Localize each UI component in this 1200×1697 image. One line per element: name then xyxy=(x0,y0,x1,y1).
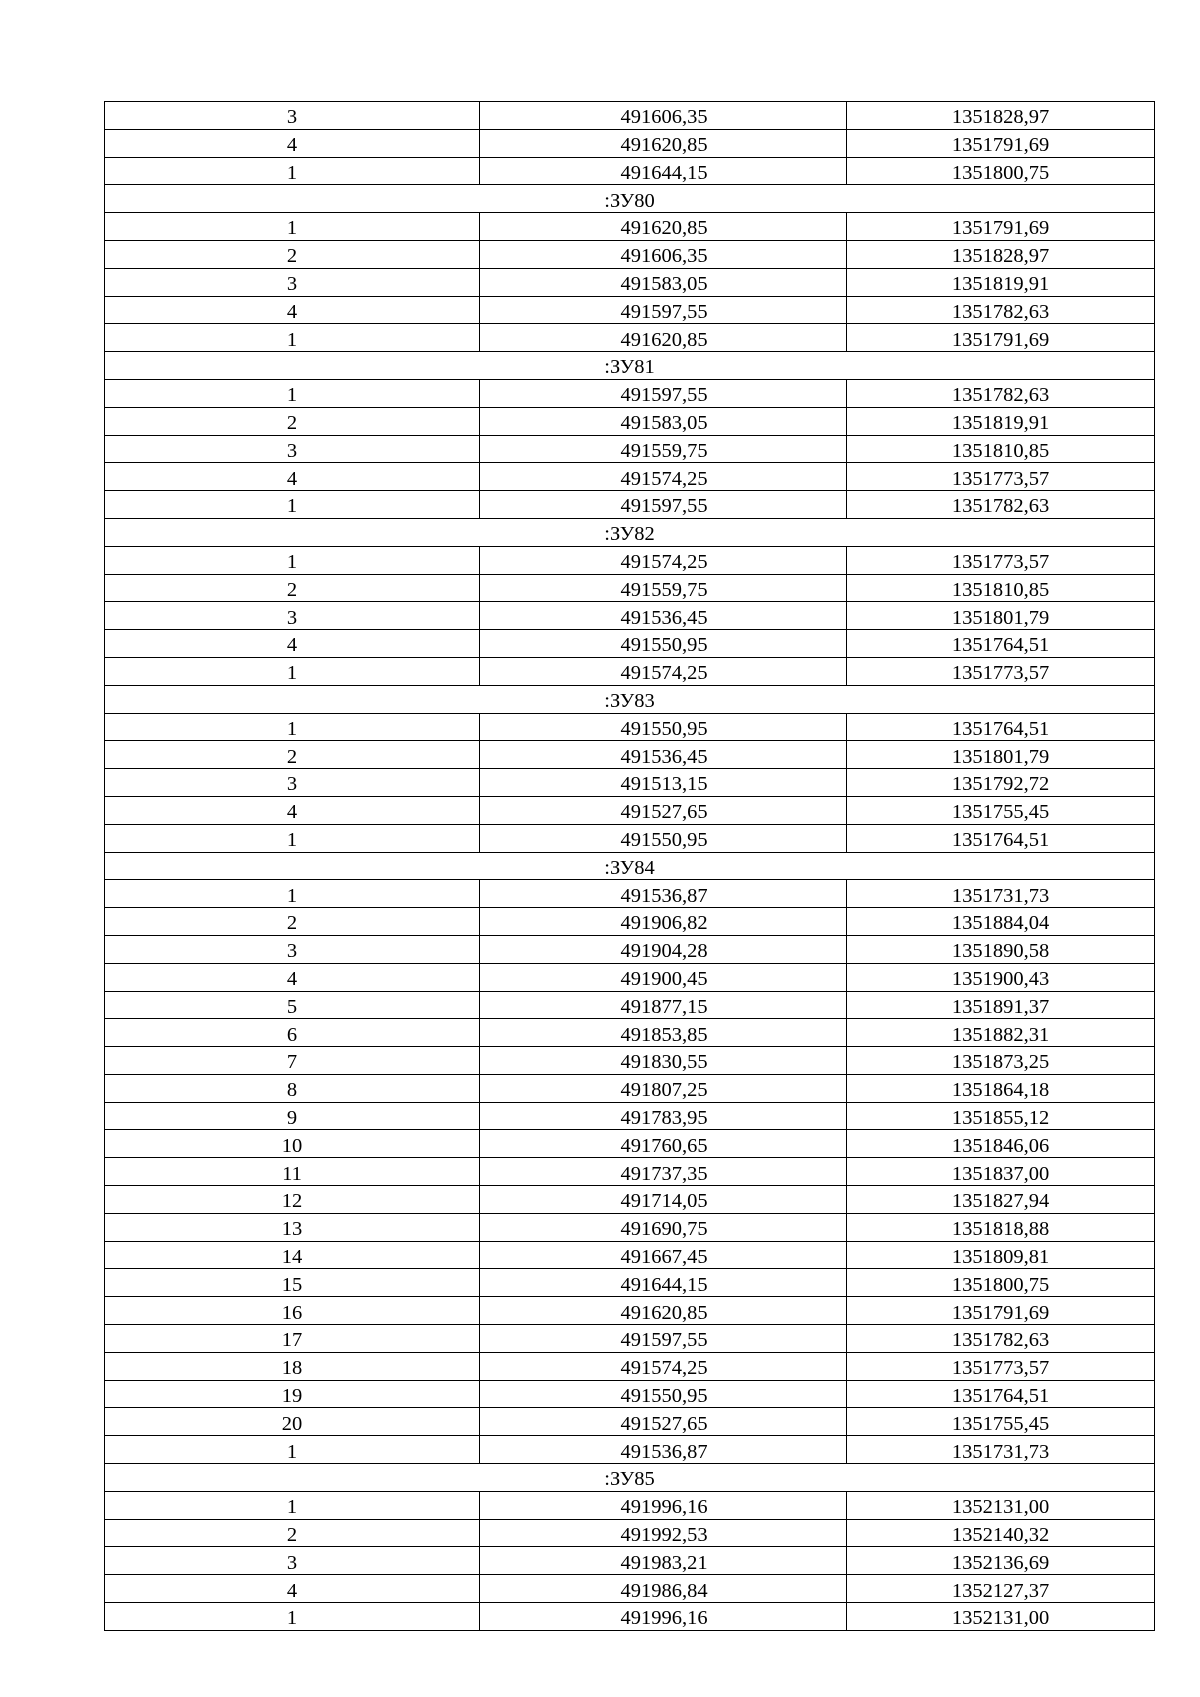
x-coordinate-cell: 491527,65 xyxy=(480,796,847,824)
table-row xyxy=(105,657,1155,685)
x-coordinate-cell: 491550,95 xyxy=(480,713,847,741)
point-number-cell: 13 xyxy=(105,1213,480,1241)
x-coordinate-cell: 491597,55 xyxy=(480,296,847,324)
table-row xyxy=(105,1297,1155,1325)
point-number-cell: 1 xyxy=(105,546,480,574)
x-coordinate-cell: 491644,15 xyxy=(480,1269,847,1297)
table-row xyxy=(105,1269,1155,1297)
section-row xyxy=(105,685,1155,713)
table-row xyxy=(105,630,1155,658)
x-coordinate-cell: 491620,85 xyxy=(480,1297,847,1325)
point-number-cell: 2 xyxy=(105,240,480,268)
table-row xyxy=(105,1491,1155,1519)
y-coordinate-cell: 1351773,57 xyxy=(847,657,1155,685)
table-row xyxy=(105,129,1155,157)
x-coordinate-cell: 491983,21 xyxy=(480,1547,847,1575)
x-coordinate-cell: 491536,45 xyxy=(480,741,847,769)
y-coordinate-cell: 1351782,63 xyxy=(847,491,1155,519)
table-row xyxy=(105,1436,1155,1464)
y-coordinate-cell: 1351764,51 xyxy=(847,1380,1155,1408)
section-row xyxy=(105,185,1155,213)
y-coordinate-cell: 1351791,69 xyxy=(847,213,1155,241)
x-coordinate-cell: 491667,45 xyxy=(480,1241,847,1269)
table-row xyxy=(105,1019,1155,1047)
x-coordinate-cell: 491574,25 xyxy=(480,1352,847,1380)
x-coordinate-cell: 491606,35 xyxy=(480,240,847,268)
table-row xyxy=(105,880,1155,908)
table-row xyxy=(105,991,1155,1019)
point-number-cell: 1 xyxy=(105,491,480,519)
y-coordinate-cell: 1351818,88 xyxy=(847,1213,1155,1241)
point-number-cell: 2 xyxy=(105,741,480,769)
point-number-cell: 4 xyxy=(105,129,480,157)
y-coordinate-cell: 1351801,79 xyxy=(847,602,1155,630)
x-coordinate-cell: 491996,16 xyxy=(480,1603,847,1631)
table-row xyxy=(105,157,1155,185)
x-coordinate-cell: 491620,85 xyxy=(480,129,847,157)
y-coordinate-cell: 1351764,51 xyxy=(847,713,1155,741)
table-row xyxy=(105,1547,1155,1575)
y-coordinate-cell: 1351837,00 xyxy=(847,1158,1155,1186)
y-coordinate-cell: 1351800,75 xyxy=(847,157,1155,185)
y-coordinate-cell: 1351846,06 xyxy=(847,1130,1155,1158)
section-row xyxy=(105,852,1155,880)
point-number-cell: 20 xyxy=(105,1408,480,1436)
point-number-cell: 1 xyxy=(105,213,480,241)
y-coordinate-cell: 1351800,75 xyxy=(847,1269,1155,1297)
table-row xyxy=(105,102,1155,130)
x-coordinate-cell: 491906,82 xyxy=(480,908,847,936)
point-number-cell: 4 xyxy=(105,963,480,991)
table-row xyxy=(105,1047,1155,1075)
x-coordinate-cell: 491527,65 xyxy=(480,1408,847,1436)
point-number-cell: 8 xyxy=(105,1074,480,1102)
y-coordinate-cell: 1351827,94 xyxy=(847,1186,1155,1214)
y-coordinate-cell: 1351801,79 xyxy=(847,741,1155,769)
point-number-cell: 3 xyxy=(105,435,480,463)
x-coordinate-cell: 491996,16 xyxy=(480,1491,847,1519)
x-coordinate-cell: 491574,25 xyxy=(480,463,847,491)
table-row xyxy=(105,741,1155,769)
x-coordinate-cell: 491830,55 xyxy=(480,1047,847,1075)
x-coordinate-cell: 491853,85 xyxy=(480,1019,847,1047)
x-coordinate-cell: 491620,85 xyxy=(480,324,847,352)
x-coordinate-cell: 491559,75 xyxy=(480,435,847,463)
point-number-cell: 18 xyxy=(105,1352,480,1380)
y-coordinate-cell: 1351891,37 xyxy=(847,991,1155,1019)
x-coordinate-cell: 491536,45 xyxy=(480,602,847,630)
point-number-cell: 1 xyxy=(105,1603,480,1631)
y-coordinate-cell: 1351828,97 xyxy=(847,102,1155,130)
y-coordinate-cell: 1351731,73 xyxy=(847,1436,1155,1464)
table-row xyxy=(105,1074,1155,1102)
y-coordinate-cell: 1351791,69 xyxy=(847,1297,1155,1325)
y-coordinate-cell: 1351782,63 xyxy=(847,1325,1155,1353)
y-coordinate-cell: 1352140,32 xyxy=(847,1519,1155,1547)
x-coordinate-cell: 491760,65 xyxy=(480,1130,847,1158)
point-number-cell: 1 xyxy=(105,713,480,741)
y-coordinate-cell: 1351764,51 xyxy=(847,824,1155,852)
y-coordinate-cell: 1351731,73 xyxy=(847,880,1155,908)
y-coordinate-cell: 1351810,85 xyxy=(847,574,1155,602)
point-number-cell: 3 xyxy=(105,268,480,296)
point-number-cell: 15 xyxy=(105,1269,480,1297)
point-number-cell: 4 xyxy=(105,296,480,324)
point-number-cell: 2 xyxy=(105,574,480,602)
x-coordinate-cell: 491737,35 xyxy=(480,1158,847,1186)
y-coordinate-cell: 1351755,45 xyxy=(847,796,1155,824)
coordinates-table xyxy=(104,101,1155,1631)
x-coordinate-cell: 491904,28 xyxy=(480,935,847,963)
x-coordinate-cell: 491550,95 xyxy=(480,824,847,852)
y-coordinate-cell: 1352131,00 xyxy=(847,1491,1155,1519)
point-number-cell: 6 xyxy=(105,1019,480,1047)
point-number-cell: 14 xyxy=(105,1241,480,1269)
y-coordinate-cell: 1352131,00 xyxy=(847,1603,1155,1631)
coordinates-table-body xyxy=(105,102,1155,1631)
table-row xyxy=(105,1519,1155,1547)
x-coordinate-cell: 491550,95 xyxy=(480,1380,847,1408)
point-number-cell: 16 xyxy=(105,1297,480,1325)
point-number-cell: 9 xyxy=(105,1102,480,1130)
point-number-cell: 1 xyxy=(105,824,480,852)
y-coordinate-cell: 1351890,58 xyxy=(847,935,1155,963)
table-row xyxy=(105,1352,1155,1380)
table-row xyxy=(105,1603,1155,1631)
table-row xyxy=(105,1130,1155,1158)
point-number-cell: 4 xyxy=(105,630,480,658)
table-row xyxy=(105,463,1155,491)
point-number-cell: 2 xyxy=(105,908,480,936)
table-row xyxy=(105,908,1155,936)
table-row xyxy=(105,574,1155,602)
y-coordinate-cell: 1351782,63 xyxy=(847,296,1155,324)
table-row xyxy=(105,435,1155,463)
table-row xyxy=(105,1241,1155,1269)
point-number-cell: 7 xyxy=(105,1047,480,1075)
point-number-cell: 3 xyxy=(105,102,480,130)
point-number-cell: 11 xyxy=(105,1158,480,1186)
table-row xyxy=(105,213,1155,241)
y-coordinate-cell: 1352136,69 xyxy=(847,1547,1155,1575)
y-coordinate-cell: 1351809,81 xyxy=(847,1241,1155,1269)
y-coordinate-cell: 1351782,63 xyxy=(847,379,1155,407)
x-coordinate-cell: 491714,05 xyxy=(480,1186,847,1214)
x-coordinate-cell: 491559,75 xyxy=(480,574,847,602)
section-label: :ЗУ82 xyxy=(105,518,1155,546)
table-row xyxy=(105,963,1155,991)
table-row xyxy=(105,824,1155,852)
section-row xyxy=(105,1464,1155,1492)
table-row xyxy=(105,379,1155,407)
table-row xyxy=(105,1102,1155,1130)
table-row xyxy=(105,602,1155,630)
point-number-cell: 1 xyxy=(105,1436,480,1464)
table-row xyxy=(105,324,1155,352)
x-coordinate-cell: 491536,87 xyxy=(480,880,847,908)
x-coordinate-cell: 491597,55 xyxy=(480,379,847,407)
table-row xyxy=(105,1380,1155,1408)
x-coordinate-cell: 491574,25 xyxy=(480,657,847,685)
y-coordinate-cell: 1351810,85 xyxy=(847,435,1155,463)
x-coordinate-cell: 491550,95 xyxy=(480,630,847,658)
table-row xyxy=(105,1213,1155,1241)
x-coordinate-cell: 491583,05 xyxy=(480,268,847,296)
point-number-cell: 1 xyxy=(105,157,480,185)
point-number-cell: 1 xyxy=(105,1491,480,1519)
point-number-cell: 3 xyxy=(105,769,480,797)
y-coordinate-cell: 1352127,37 xyxy=(847,1575,1155,1603)
point-number-cell: 3 xyxy=(105,1547,480,1575)
y-coordinate-cell: 1351882,31 xyxy=(847,1019,1155,1047)
point-number-cell: 12 xyxy=(105,1186,480,1214)
table-row xyxy=(105,546,1155,574)
y-coordinate-cell: 1351764,51 xyxy=(847,630,1155,658)
y-coordinate-cell: 1351773,57 xyxy=(847,1352,1155,1380)
x-coordinate-cell: 491690,75 xyxy=(480,1213,847,1241)
table-row xyxy=(105,935,1155,963)
section-label: :ЗУ84 xyxy=(105,852,1155,880)
x-coordinate-cell: 491986,84 xyxy=(480,1575,847,1603)
section-label: :ЗУ85 xyxy=(105,1464,1155,1492)
x-coordinate-cell: 491900,45 xyxy=(480,963,847,991)
x-coordinate-cell: 491574,25 xyxy=(480,546,847,574)
table-row xyxy=(105,769,1155,797)
point-number-cell: 17 xyxy=(105,1325,480,1353)
x-coordinate-cell: 491606,35 xyxy=(480,102,847,130)
y-coordinate-cell: 1351864,18 xyxy=(847,1074,1155,1102)
point-number-cell: 1 xyxy=(105,657,480,685)
table-row xyxy=(105,1325,1155,1353)
section-label: :ЗУ81 xyxy=(105,352,1155,380)
section-label: :ЗУ80 xyxy=(105,185,1155,213)
table-row xyxy=(105,407,1155,435)
x-coordinate-cell: 491583,05 xyxy=(480,407,847,435)
point-number-cell: 1 xyxy=(105,379,480,407)
y-coordinate-cell: 1351828,97 xyxy=(847,240,1155,268)
x-coordinate-cell: 491536,87 xyxy=(480,1436,847,1464)
point-number-cell: 5 xyxy=(105,991,480,1019)
table-row xyxy=(105,713,1155,741)
point-number-cell: 1 xyxy=(105,880,480,908)
y-coordinate-cell: 1351773,57 xyxy=(847,546,1155,574)
point-number-cell: 10 xyxy=(105,1130,480,1158)
x-coordinate-cell: 491620,85 xyxy=(480,213,847,241)
table-row xyxy=(105,1575,1155,1603)
y-coordinate-cell: 1351773,57 xyxy=(847,463,1155,491)
x-coordinate-cell: 491597,55 xyxy=(480,1325,847,1353)
section-row xyxy=(105,352,1155,380)
table-row xyxy=(105,268,1155,296)
x-coordinate-cell: 491992,53 xyxy=(480,1519,847,1547)
y-coordinate-cell: 1351855,12 xyxy=(847,1102,1155,1130)
y-coordinate-cell: 1351819,91 xyxy=(847,268,1155,296)
point-number-cell: 19 xyxy=(105,1380,480,1408)
point-number-cell: 2 xyxy=(105,407,480,435)
point-number-cell: 4 xyxy=(105,796,480,824)
y-coordinate-cell: 1351873,25 xyxy=(847,1047,1155,1075)
section-label: :ЗУ83 xyxy=(105,685,1155,713)
y-coordinate-cell: 1351755,45 xyxy=(847,1408,1155,1436)
table-row xyxy=(105,491,1155,519)
x-coordinate-cell: 491513,15 xyxy=(480,769,847,797)
x-coordinate-cell: 491807,25 xyxy=(480,1074,847,1102)
x-coordinate-cell: 491644,15 xyxy=(480,157,847,185)
x-coordinate-cell: 491597,55 xyxy=(480,491,847,519)
point-number-cell: 1 xyxy=(105,324,480,352)
table-row xyxy=(105,1408,1155,1436)
y-coordinate-cell: 1351791,69 xyxy=(847,129,1155,157)
table-row xyxy=(105,796,1155,824)
table-row xyxy=(105,1186,1155,1214)
y-coordinate-cell: 1351884,04 xyxy=(847,908,1155,936)
x-coordinate-cell: 491783,95 xyxy=(480,1102,847,1130)
table-row xyxy=(105,240,1155,268)
point-number-cell: 4 xyxy=(105,463,480,491)
y-coordinate-cell: 1351792,72 xyxy=(847,769,1155,797)
point-number-cell: 3 xyxy=(105,602,480,630)
point-number-cell: 3 xyxy=(105,935,480,963)
point-number-cell: 4 xyxy=(105,1575,480,1603)
table-row xyxy=(105,296,1155,324)
y-coordinate-cell: 1351791,69 xyxy=(847,324,1155,352)
y-coordinate-cell: 1351819,91 xyxy=(847,407,1155,435)
table-row xyxy=(105,1158,1155,1186)
section-row xyxy=(105,518,1155,546)
point-number-cell: 2 xyxy=(105,1519,480,1547)
y-coordinate-cell: 1351900,43 xyxy=(847,963,1155,991)
x-coordinate-cell: 491877,15 xyxy=(480,991,847,1019)
